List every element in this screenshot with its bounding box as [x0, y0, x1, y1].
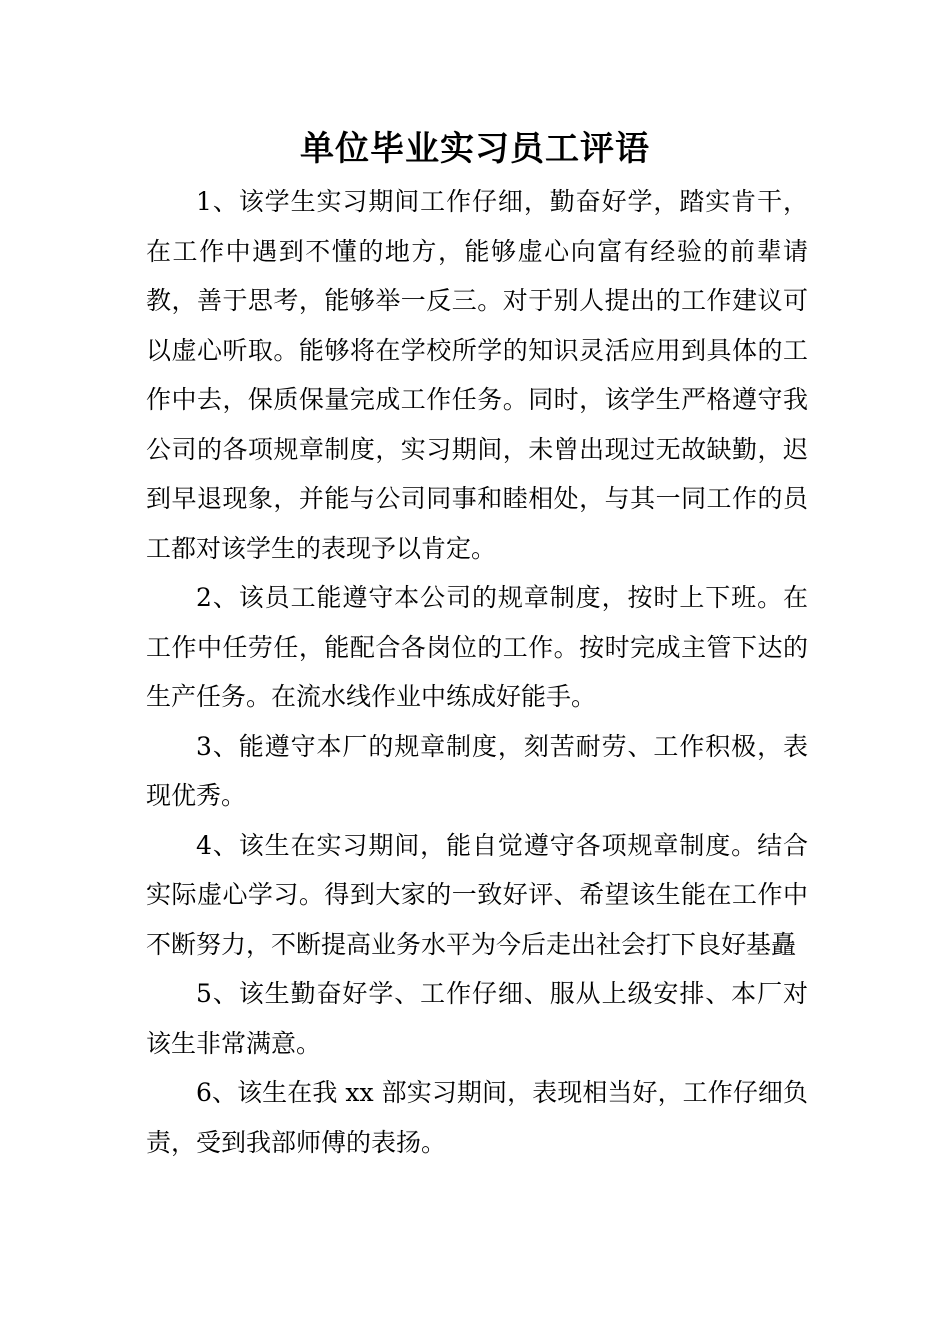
paragraph-6: 6、该生在我 xx 部实习期间，表现相当好，工作仔细负责，受到我部师傅的表扬。: [146, 1078, 808, 1157]
paragraph-5: 5、该生勤奋好学、工作仔细、服从上级安排、本厂对该生非常满意。: [146, 979, 808, 1058]
paragraph-1: 1、该学生实习期间工作仔细，勤奋好学，踏实肯干，在工作中遇到不懂的地方，能够虚心向富有经验的前辈请教，善于思考，能够举一反三。对于别人提出的工作建议可以虚心听取。能够将在学校所学的知识灵活应用到具体的工作中去，保质保量完成工作任务。同时，该学生严格遵守我公司的各项规章制度，实习期间，未曾出现过无故缺勤，迟到早退现象，并能与公司同事和睦相处，与其一同工作的员工都对该学生的表现予以肯定。: [146, 187, 808, 563]
paragraph-4: 4、该生在实习期间，能自觉遵守各项规章制度。结合实际虚心学习。得到大家的一致好评、希望该生能在工作中不断努力，不断提高业务水平为今后走出社会打下良好基矗: [146, 830, 808, 959]
paragraph-2: 2、该员工能遵守本公司的规章制度，按时上下班。在工作中任劳任，能配合各岗位的工作。按时完成主管下达的生产任务。在流水线作业中练成好能手。: [146, 583, 808, 711]
document-body: [146, 177, 808, 1167]
document-title: 单位毕业实习员工评语: [300, 129, 650, 169]
paragraph-3: 3、能遵守本厂的规章制度，刻苦耐劳、工作积极，表现优秀。: [146, 731, 808, 810]
